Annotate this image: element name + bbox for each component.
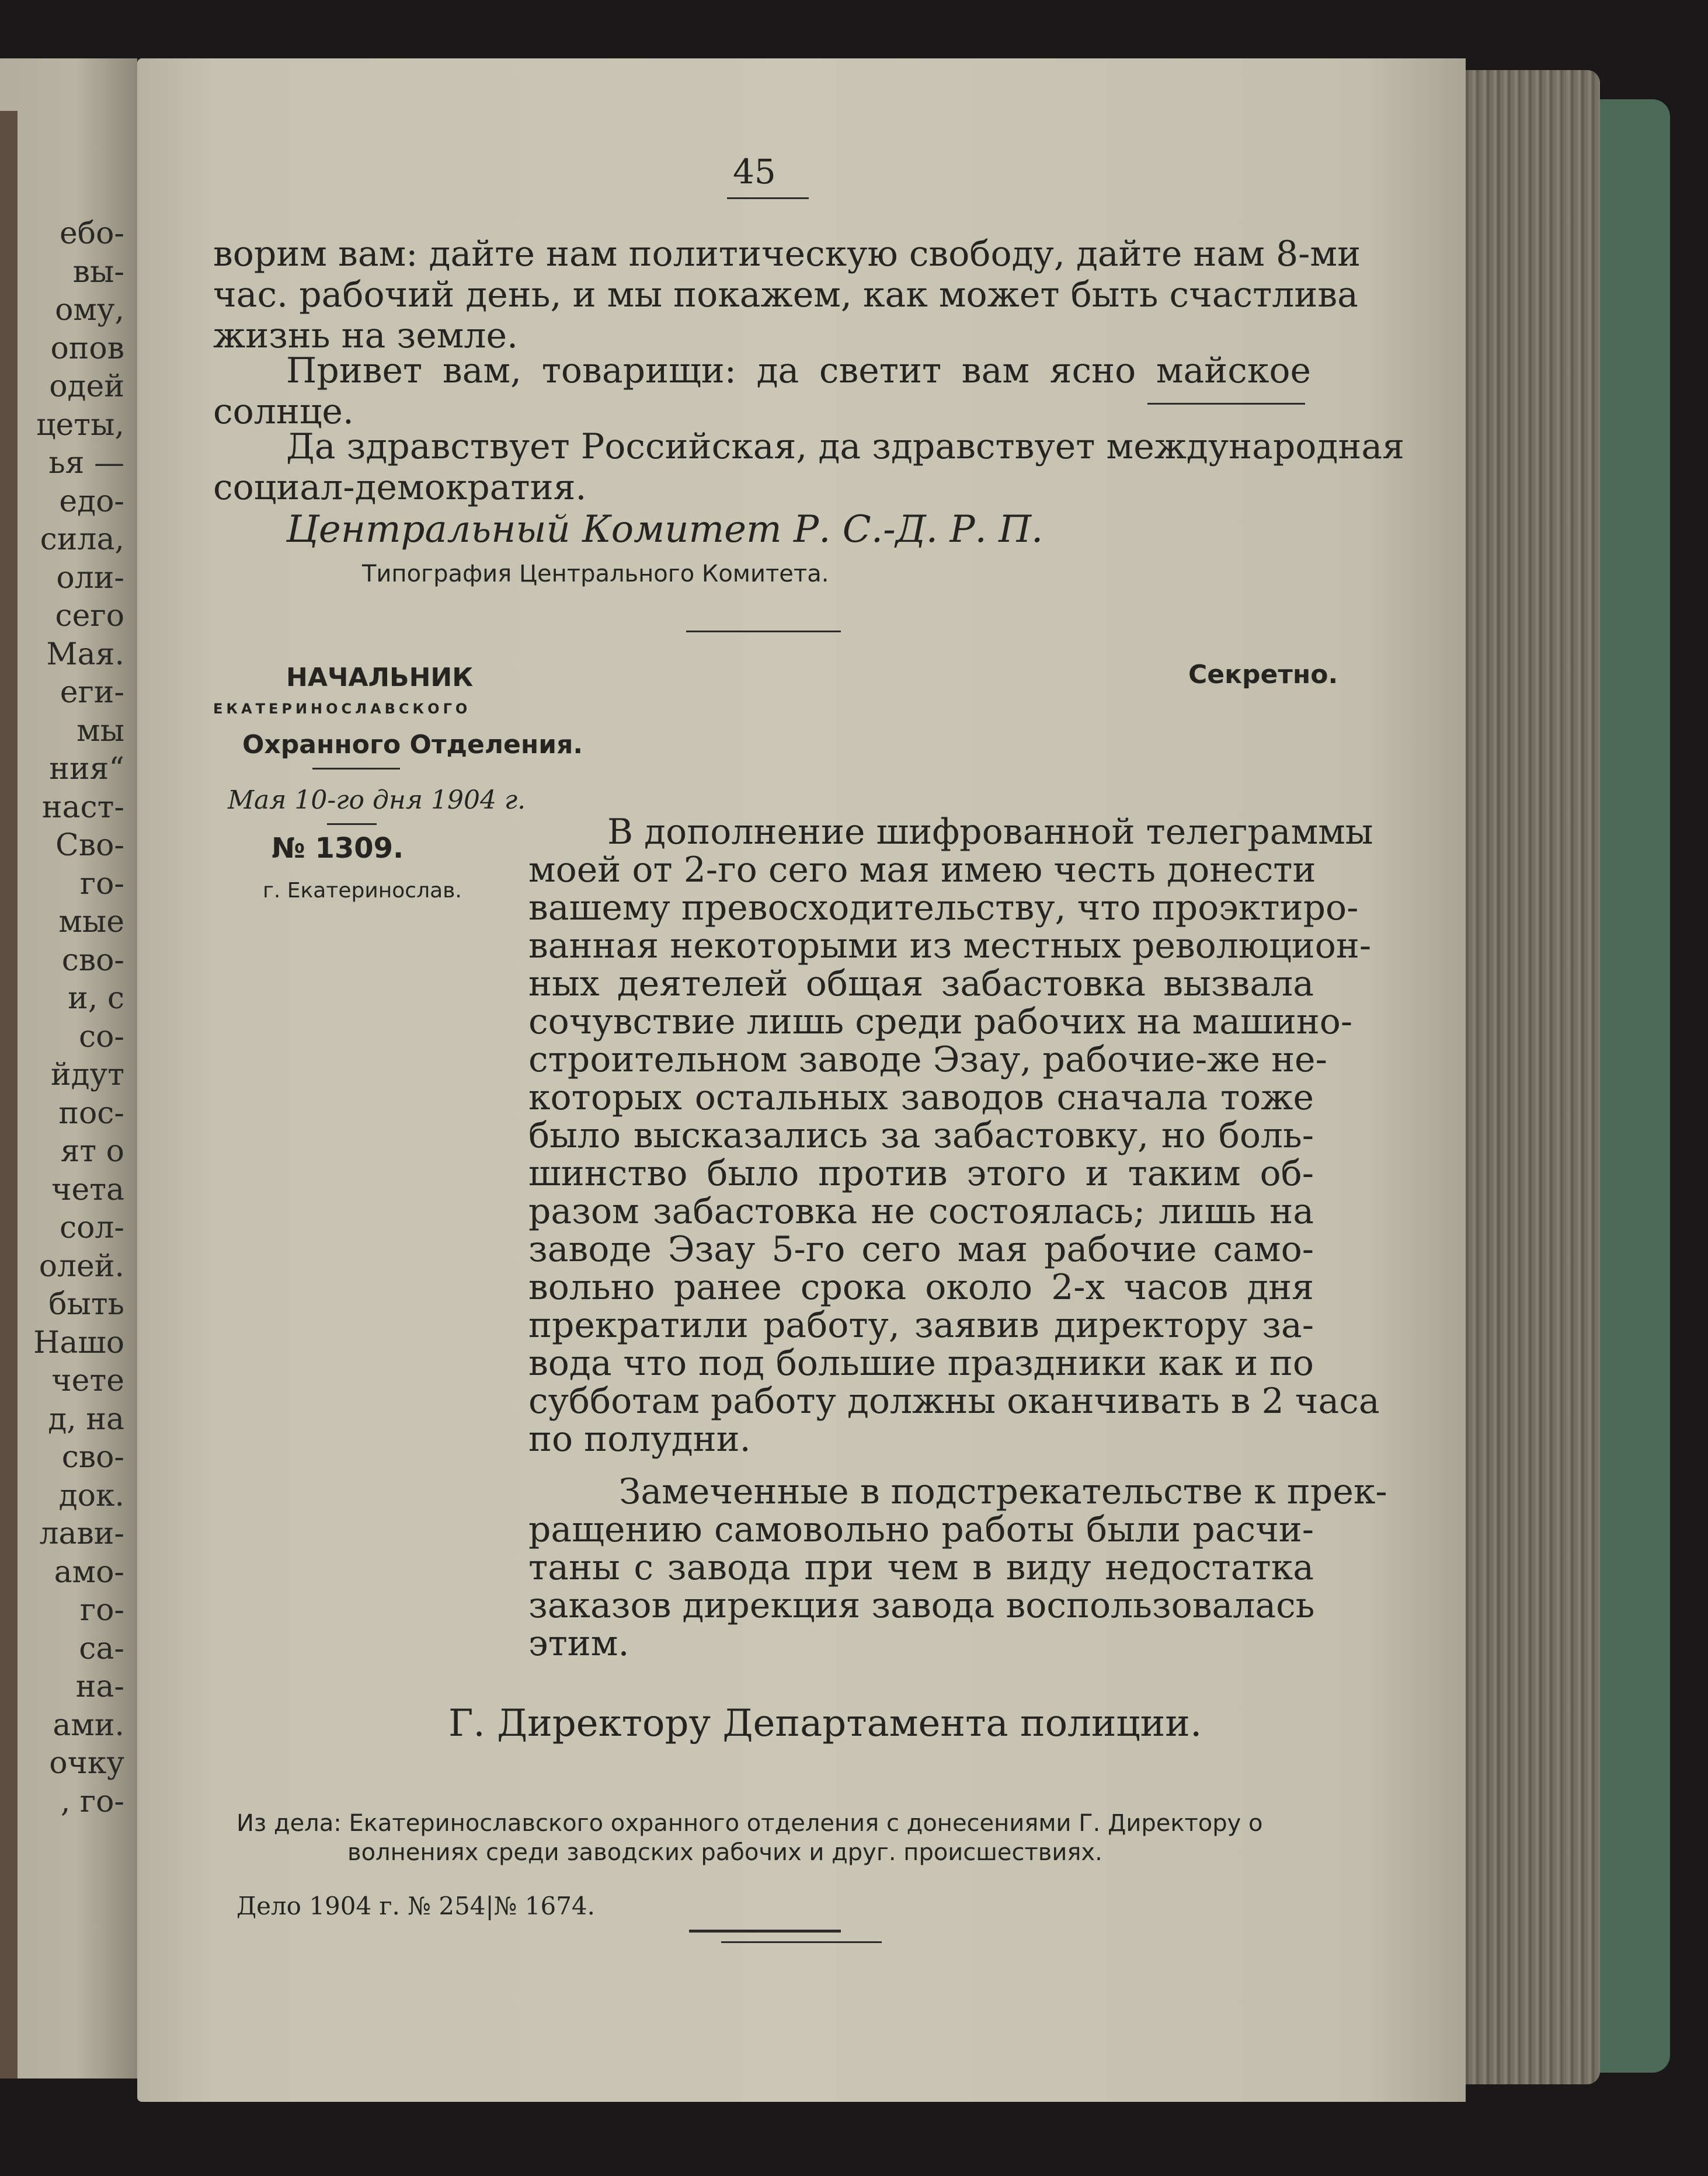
- letter-line: по полудни.: [528, 1419, 751, 1460]
- letter-line: В дополнение шифрованной телеграммы: [607, 812, 1373, 852]
- binding-ribbon: [0, 111, 18, 2078]
- letter-line: вашему превосходительству, что проэктиро-: [528, 887, 1359, 928]
- left-page-fragment: йдут: [50, 1057, 124, 1092]
- letter-line: сочувствие лишь среди рабочих на машино-: [528, 1001, 1353, 1042]
- page-number-rule: [727, 197, 809, 199]
- letter-line: вольно ранее срока около 2-х часов дня: [528, 1267, 1314, 1308]
- header-subtitle: ЕКАТЕРИНОСЛАВСКОГО: [213, 701, 471, 717]
- header-department: Охранного Отделения.: [242, 730, 583, 760]
- letter-line: моей от 2-го сего мая имею честь донести: [528, 849, 1316, 890]
- left-page-fragment: еги-: [60, 675, 124, 710]
- page-number: 45: [733, 152, 776, 192]
- left-page-fragment: амо-: [54, 1554, 124, 1590]
- proclamation-line: Да здравствует Российская, да здравствует международная: [286, 426, 1404, 467]
- left-page-fragment: , го-: [60, 1784, 124, 1819]
- date-rule: [327, 823, 377, 825]
- left-page-fragment: Мая.: [46, 636, 124, 672]
- letter-line: которых остальных заводов сначала тоже: [528, 1077, 1314, 1118]
- left-page-fragment: наст-: [41, 789, 124, 825]
- left-page-fragment: и, с: [68, 981, 124, 1016]
- left-page-fragment: Нашо: [33, 1325, 124, 1360]
- left-page-fragment: вы-: [72, 254, 124, 290]
- left-page-fragment: олей.: [39, 1248, 124, 1284]
- left-page-fragment: ебо-: [60, 216, 124, 251]
- letter-line: заводе Эзау 5-го сего мая рабочие само-: [528, 1229, 1314, 1270]
- end-rule-bottom: [721, 1941, 882, 1943]
- letter-line: ванная некоторыми из местных революцион-: [528, 925, 1372, 966]
- left-page-fragment: Сво-: [55, 828, 124, 863]
- left-page-fragment: ому,: [55, 293, 124, 328]
- left-page-fragment: быть: [48, 1287, 124, 1322]
- main-page: [137, 58, 1466, 2102]
- left-page-fragment: сво-: [61, 1440, 124, 1475]
- left-page-fragment: сего: [55, 598, 124, 633]
- header-rule: [312, 768, 400, 770]
- proclamation-line: ворим вам: дайте нам политическую свободу, дайте нам 8-ми: [213, 234, 1361, 274]
- left-page-fragment: го-: [79, 866, 124, 901]
- end-rule-top: [689, 1930, 841, 1933]
- source-note-line: волнениях среди заводских рабочих и друг. происшествиях.: [347, 1839, 1102, 1866]
- letter-line: таны с завода при чем в виду недостатка: [528, 1547, 1314, 1588]
- section-divider: [686, 631, 841, 632]
- left-page: [0, 58, 137, 2078]
- letter-line: было высказались за забастовку, но боль-: [528, 1115, 1314, 1156]
- letter-line: разом забастовка не состоялась; лишь на: [528, 1191, 1314, 1232]
- left-page-fragment: сол-: [59, 1210, 124, 1245]
- left-page-fragment: лави-: [39, 1516, 124, 1551]
- letter-line: вода что под большие праздники как и по: [528, 1343, 1314, 1384]
- left-page-fragment: опов: [50, 330, 124, 366]
- classification-stamp: Секретно.: [1188, 660, 1338, 690]
- left-page-fragment: очку: [49, 1746, 124, 1781]
- left-page-fragment: сво-: [61, 942, 124, 978]
- proclamation-line: жизнь на земле.: [213, 315, 519, 356]
- left-page-fragment: чете: [51, 1363, 124, 1398]
- page-edges: [1460, 70, 1600, 2084]
- printer-note: Типография Центрального Комитета.: [362, 560, 829, 587]
- left-page-fragment: ами.: [53, 1707, 124, 1743]
- left-page-fragment: мы: [76, 713, 124, 748]
- letter-date: Мая 10-го дня 1904 г.: [228, 785, 526, 815]
- left-page-fragment: цеты,: [36, 407, 124, 443]
- header-title: НАЧАЛЬНИК: [286, 663, 474, 692]
- left-page-fragment: д, на: [48, 1401, 124, 1437]
- archive-reference: Дело 1904 г. № 254|№ 1674.: [236, 1892, 596, 1920]
- addressee: Г. Директору Департамента полиции.: [448, 1702, 1202, 1745]
- proclamation-line: Привет вам, товарищи: да светит вам ясно майское: [286, 350, 1311, 391]
- letter-line: Замеченные в подстрекательстве к прек-: [619, 1471, 1387, 1512]
- left-page-fragment: чета: [51, 1172, 124, 1207]
- pencil-underline: [1147, 403, 1305, 405]
- left-page-fragment: оли-: [56, 560, 124, 596]
- left-page-fragment: на-: [75, 1669, 124, 1704]
- left-page-fragment: сила,: [40, 522, 124, 557]
- left-page-fragment: ния“: [49, 751, 124, 786]
- signature: Центральный Комитет Р. С.-Д. Р. П.: [286, 508, 1043, 551]
- proclamation-line: социал-демократия.: [213, 467, 587, 508]
- letter-line: строительном заводе Эзау, рабочие-же не-: [528, 1039, 1327, 1080]
- letter-line: прекратили работу, заявив директору за-: [528, 1305, 1314, 1346]
- left-page-fragment: мые: [58, 904, 124, 939]
- letter-city: г. Екатеринослав.: [263, 879, 462, 903]
- proclamation-line: час. рабочий день, и мы покажем, как может быть счастлива: [213, 274, 1358, 315]
- letter-line: ращению самовольно работы были расчи-: [528, 1509, 1314, 1550]
- left-page-fragment: едо-: [59, 483, 124, 519]
- letter-line: шинство было против этого и таким об-: [528, 1153, 1314, 1194]
- proclamation-line: солнце.: [213, 391, 354, 432]
- letter-line: ных деятелей общая забастовка вызвала: [528, 963, 1314, 1004]
- source-note-line: Из дела: Екатеринославского охранного отделения с донесениями Г. Директору о: [236, 1810, 1263, 1837]
- left-page-fragment: док.: [58, 1478, 124, 1513]
- left-page-fragment: одей: [49, 369, 124, 404]
- left-page-fragment: ья —: [48, 445, 124, 481]
- left-page-fragment: го-: [79, 1593, 124, 1628]
- left-page-fragment: ят о: [60, 1134, 124, 1169]
- left-page-fragment: са-: [79, 1631, 124, 1666]
- letter-line: этим.: [528, 1623, 629, 1664]
- left-page-fragment: со-: [79, 1019, 124, 1054]
- letter-number: № 1309.: [272, 832, 404, 865]
- left-page-fragment: пос-: [58, 1095, 124, 1131]
- letter-line: субботам работу должны оканчивать в 2 часа: [528, 1381, 1380, 1422]
- letter-line: заказов дирекция завода воспользовалась: [528, 1585, 1315, 1626]
